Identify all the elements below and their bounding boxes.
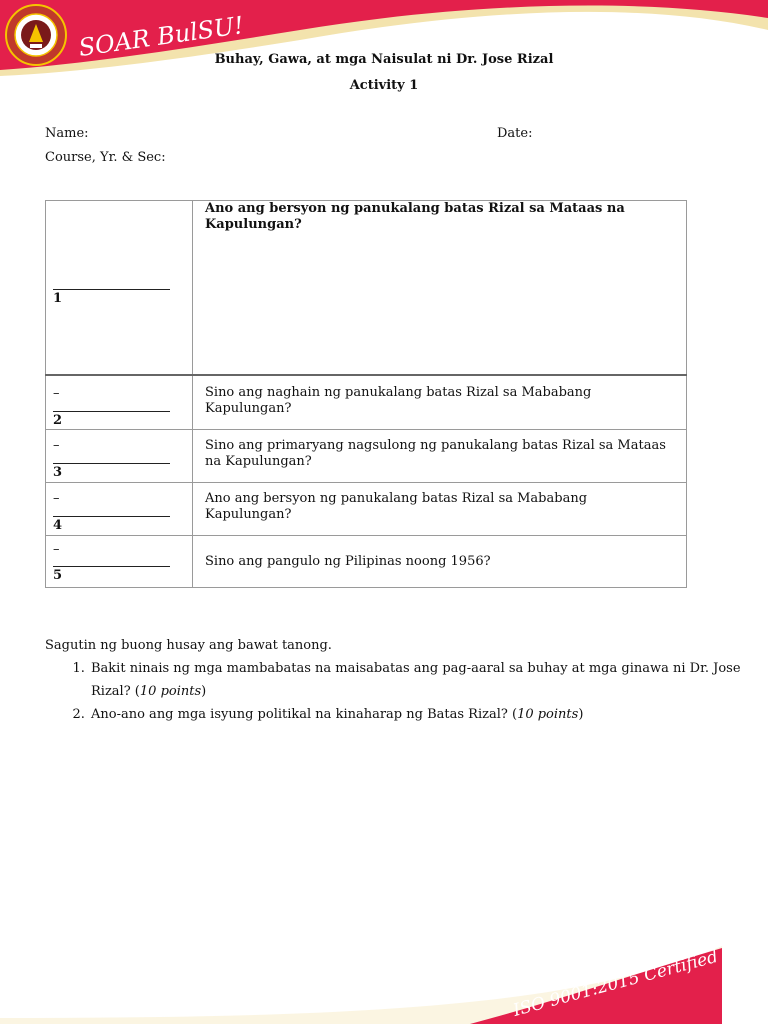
table-row bbox=[46, 430, 687, 483]
question-number: 3 bbox=[53, 465, 63, 480]
course-label: Course, Yr. & Sec: bbox=[45, 150, 166, 165]
banner-text: SOAR BulSU! bbox=[76, 11, 246, 62]
table-row bbox=[46, 536, 687, 588]
essay-points: 10 points bbox=[517, 707, 579, 722]
dash-mark: – bbox=[53, 438, 60, 453]
answer-cell-5[interactable] bbox=[46, 536, 193, 588]
question-table bbox=[45, 200, 687, 588]
answer-cell-4[interactable] bbox=[46, 483, 193, 536]
page-subtitle: Activity 1 bbox=[349, 78, 419, 93]
essay-question bbox=[89, 703, 768, 726]
essay-close-paren: ) bbox=[578, 707, 584, 722]
date-label: Date: bbox=[497, 126, 533, 141]
page-title: Buhay, Gawa, at mga Naisulat ni Dr. Jose Rizal bbox=[214, 52, 554, 67]
question-number: 1 bbox=[53, 291, 63, 306]
answer-line bbox=[53, 463, 170, 464]
question-number: 2 bbox=[53, 412, 63, 428]
question-text: Ano ang bersyon ng panukalang batas Rizal sa Mataas na Kapulungan? bbox=[205, 201, 625, 232]
table-row bbox=[46, 375, 687, 430]
answer-line bbox=[53, 289, 170, 290]
answer-line bbox=[53, 411, 170, 412]
dash-mark: – bbox=[53, 385, 60, 401]
question-text: Sino ang naghain ng panukalang batas Rizal sa Mababang Kapulungan? bbox=[193, 375, 687, 430]
answer-cell-3[interactable] bbox=[46, 430, 193, 483]
essay-close-paren: ) bbox=[201, 684, 207, 699]
dash-mark: – bbox=[53, 491, 60, 506]
answer-line bbox=[53, 566, 170, 567]
top-banner bbox=[0, 0, 768, 80]
question-number: 4 bbox=[53, 518, 63, 533]
essay-points: 10 points bbox=[139, 684, 202, 699]
essay-question-list bbox=[45, 657, 768, 726]
instructions-text: Sagutin ng buong husay ang bawat tanong. bbox=[45, 638, 332, 653]
question-text bbox=[193, 201, 687, 375]
question-number: 5 bbox=[53, 568, 63, 583]
table-row bbox=[46, 201, 687, 375]
dash-mark: – bbox=[53, 542, 60, 557]
answer-cell-1[interactable] bbox=[46, 201, 193, 375]
certification-text: ISO 9001:2015 Certified bbox=[511, 946, 721, 1021]
essay-question-text: Ano-ano ang mga isyung politikal na kinaharap ng Batas Rizal? ( bbox=[91, 707, 518, 722]
essay-question bbox=[89, 657, 768, 703]
question-text: Ano ang bersyon ng panukalang batas Rizal sa Mababang Kapulungan? bbox=[193, 483, 687, 536]
essay-question-text: Bakit ninais ng mga mambabatas na maisabatas ang pag-aaral sa buhay at mga ginawa ni Dr. Jose Rizal? ( bbox=[91, 661, 741, 699]
answer-cell-2[interactable] bbox=[46, 375, 193, 430]
bottom-banner bbox=[0, 940, 768, 1024]
question-text: Sino ang primaryang nagsulong ng panukalang batas Rizal sa Mataas na Kapulungan? bbox=[193, 430, 687, 483]
question-text: Sino ang pangulo ng Pilipinas noong 1956? bbox=[193, 536, 687, 588]
answer-line bbox=[53, 516, 170, 517]
table-row bbox=[46, 483, 687, 536]
name-label: Name: bbox=[45, 126, 89, 141]
